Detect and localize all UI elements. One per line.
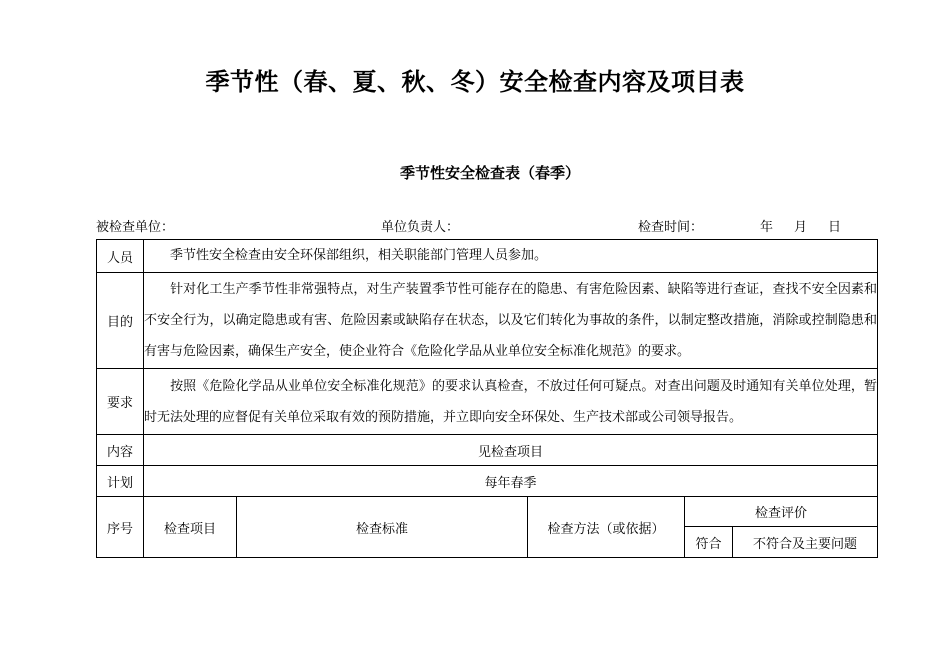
document-title: 季节性（春、夏、秋、冬）安全检查内容及项目表 [205,68,745,96]
content-row [97,435,878,466]
purpose-label: 目的 [97,273,144,369]
personnel-row [97,240,878,273]
table-subtitle: 季节性安全检查表（春季） [399,164,580,182]
standard-header: 检查标准 [237,497,528,558]
personnel-text: 季节性安全检查由安全环保部组织，相关职能部门管理人员参加。 [170,248,548,263]
nonconform-header: 不符合及主要问题 [733,527,878,558]
year-label: 年 [760,220,774,235]
plan-row [97,466,878,497]
plan-label: 计划 [97,466,144,497]
plan-text: 每年春季 [144,466,878,497]
requirement-row [97,369,878,435]
month-label: 月 [794,220,808,235]
responsible-person-label: 单位负责人： [381,220,460,235]
evaluation-header: 检查评价 [685,497,878,527]
day-label: 日 [828,220,842,235]
column-header-row [97,497,878,527]
item-header: 检查项目 [144,497,237,558]
inspected-unit-label: 被检查单位： [96,220,175,235]
serial-header: 序号 [97,497,144,558]
method-header: 检查方法（或依据） [528,497,685,558]
purpose-text: 针对化工生产季节性非常强特点，对生产装置季节性可能存在的隐患、有害危险因素、缺陷等进行查证，查找不安全因素和不安全行为，以确定隐患或有害、危险因素或缺陷存在状态，以及它们转化为事故的条件，以制定整改措施，消除或控制隐患和有害与危险因素，确保生产安全，使企业符合《危险化学品从业单位安全标准化规范》的要求。 [144,282,878,359]
requirement-text: 按照《危险化学品从业单位安全标准化规范》的要求认真检查，不放过任何可疑点。对查出问题及时通知有关单位处理，暂时无法处理的应督促有关单位采取有效的预防措施，并立即向安全环保处、生产技术部或公司领导报告。 [144,378,878,425]
content-text: 见检查项目 [144,435,878,466]
inspection-time-label: 检查时间： [638,220,704,235]
personnel-label: 人员 [97,240,144,273]
inspection-table [96,239,878,558]
conform-header: 符合 [685,527,733,558]
purpose-row [97,273,878,369]
content-label: 内容 [97,435,144,466]
requirement-label: 要求 [97,369,144,435]
